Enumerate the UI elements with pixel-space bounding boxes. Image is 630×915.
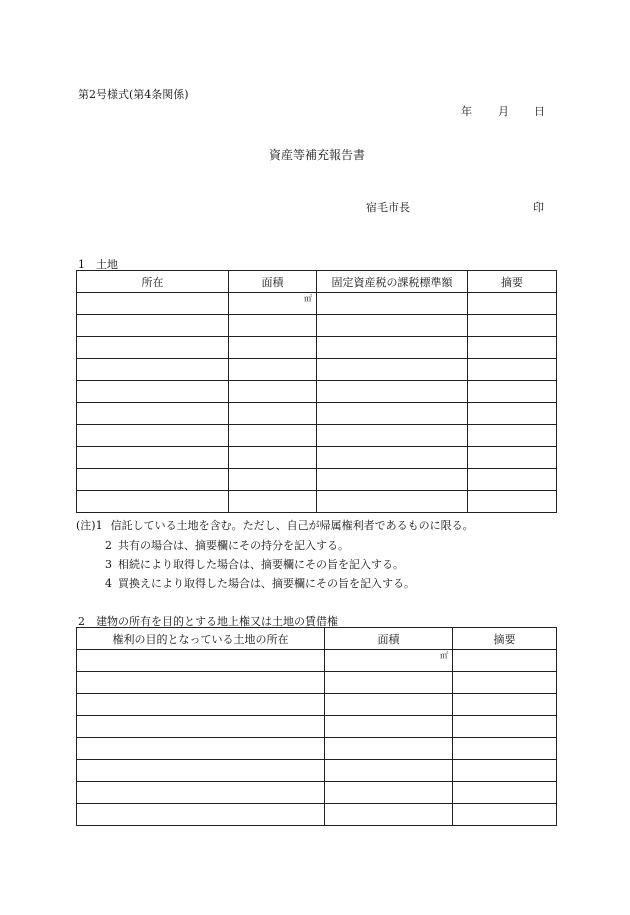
table-row [77, 694, 557, 716]
date-day-label: 日 [534, 105, 545, 118]
document-title: 資産等補充報告書 [269, 148, 366, 162]
table-row [77, 760, 557, 782]
seal-mark: 印 [533, 201, 544, 214]
note-number: 2 [105, 539, 112, 552]
land-cell-area[interactable] [229, 425, 317, 447]
land-cell-remarks[interactable] [468, 469, 557, 491]
land-cell-remarks[interactable] [468, 293, 557, 315]
addressee-name: 宿毛市長 [366, 201, 410, 214]
table-row [77, 381, 557, 403]
land-table-header-row [77, 271, 557, 293]
section1-heading: 1 土地 [78, 258, 118, 271]
date-month-label: 月 [498, 105, 509, 118]
lease-cell-area[interactable]: ㎡ [325, 650, 453, 672]
lease-cell-location[interactable] [77, 782, 325, 804]
lease-header-remarks: 摘要 [453, 628, 557, 650]
land-cell-area[interactable] [229, 469, 317, 491]
land-cell-tax-base[interactable] [317, 337, 468, 359]
table-row [77, 491, 557, 513]
land-cell-remarks[interactable] [468, 447, 557, 469]
lease-cell-remarks[interactable] [453, 672, 557, 694]
lease-cell-location[interactable] [77, 804, 325, 826]
note-text: 共有の場合は、摘要欄にその持分を記入する。 [118, 539, 349, 552]
land-cell-tax-base[interactable] [317, 293, 468, 315]
land-cell-area[interactable]: ㎡ [229, 293, 317, 315]
land-cell-area[interactable] [229, 381, 317, 403]
note-number: 4 [105, 577, 112, 590]
land-cell-tax-base[interactable] [317, 381, 468, 403]
land-cell-tax-base[interactable] [317, 359, 468, 381]
note-text: 買換えにより取得した場合は、摘要欄にその旨を記入する。 [118, 577, 415, 590]
land-cell-tax-base[interactable] [317, 447, 468, 469]
table-row [77, 716, 557, 738]
land-cell-remarks[interactable] [468, 403, 557, 425]
note-number: 3 [105, 558, 112, 571]
land-header-location: 所在 [77, 271, 229, 293]
table-row [77, 293, 557, 315]
land-cell-remarks[interactable] [468, 425, 557, 447]
note-text: 相続により取得した場合は、摘要欄にその旨を記入する。 [118, 558, 404, 571]
land-cell-remarks[interactable] [468, 337, 557, 359]
lease-table-header-row [77, 628, 557, 650]
table-row [77, 447, 557, 469]
land-cell-remarks[interactable] [468, 315, 557, 337]
form-label: 第2号様式(第4条関係) [78, 88, 189, 101]
table-row [77, 650, 557, 672]
land-cell-area[interactable] [229, 491, 317, 513]
land-cell-tax-base[interactable] [317, 491, 468, 513]
land-cell-area[interactable] [229, 403, 317, 425]
lease-cell-location[interactable] [77, 716, 325, 738]
land-cell-area[interactable] [229, 359, 317, 381]
table-row [77, 315, 557, 337]
note-line [78, 556, 404, 572]
land-cell-location[interactable] [77, 381, 229, 403]
land-cell-tax-base[interactable] [317, 315, 468, 337]
date-year-label: 年 [461, 105, 472, 118]
note-number: (注)1 [76, 519, 103, 532]
lease-cell-remarks[interactable] [453, 694, 557, 716]
lease-cell-location[interactable] [77, 694, 325, 716]
lease-cell-location[interactable] [77, 672, 325, 694]
land-cell-location[interactable] [77, 359, 229, 381]
lease-cell-area[interactable] [325, 716, 453, 738]
land-cell-area[interactable] [229, 447, 317, 469]
lease-cell-area[interactable] [325, 738, 453, 760]
lease-cell-area[interactable] [325, 694, 453, 716]
lease-cell-location[interactable] [77, 650, 325, 672]
lease-cell-location[interactable] [77, 738, 325, 760]
land-cell-location[interactable] [77, 337, 229, 359]
land-cell-location[interactable] [77, 293, 229, 315]
land-cell-remarks[interactable] [468, 359, 557, 381]
note-text: 信託している土地を含む。ただし、自己が帰属権利者であるものに限る。 [110, 519, 474, 532]
land-table [76, 270, 557, 513]
land-cell-location[interactable] [77, 491, 229, 513]
table-row [77, 782, 557, 804]
lease-cell-remarks[interactable] [453, 760, 557, 782]
land-cell-area[interactable] [229, 315, 317, 337]
section2-heading: 2 建物の所有を目的とする地上権又は土地の賃借権 [78, 615, 338, 628]
land-cell-remarks[interactable] [468, 491, 557, 513]
land-header-remarks: 摘要 [468, 271, 557, 293]
lease-cell-remarks[interactable] [453, 804, 557, 826]
land-cell-location[interactable] [77, 447, 229, 469]
lease-cell-remarks[interactable] [453, 650, 557, 672]
land-cell-tax-base[interactable] [317, 425, 468, 447]
lease-cell-area[interactable] [325, 760, 453, 782]
land-cell-area[interactable] [229, 337, 317, 359]
lease-cell-area[interactable] [325, 804, 453, 826]
land-cell-tax-base[interactable] [317, 469, 468, 491]
land-cell-location[interactable] [77, 469, 229, 491]
lease-cell-area[interactable] [325, 782, 453, 804]
note-line [76, 517, 474, 533]
note-line [78, 537, 349, 553]
land-cell-tax-base[interactable] [317, 403, 468, 425]
lease-cell-remarks[interactable] [453, 782, 557, 804]
table-row [77, 672, 557, 694]
table-row [77, 403, 557, 425]
table-row [77, 359, 557, 381]
note-line [78, 575, 415, 591]
table-row [77, 738, 557, 760]
table-row [77, 337, 557, 359]
land-cell-location[interactable] [77, 403, 229, 425]
table-row [77, 804, 557, 826]
lease-cell-location[interactable] [77, 760, 325, 782]
table-row [77, 425, 557, 447]
lease-cell-remarks[interactable] [453, 738, 557, 760]
lease-header-location: 権利の目的となっている土地の所在 [77, 628, 325, 650]
land-header-tax-base: 固定資産税の課税標準額 [317, 271, 468, 293]
lease-cell-area[interactable] [325, 672, 453, 694]
land-cell-location[interactable] [77, 425, 229, 447]
lease-header-area: 面積 [325, 628, 453, 650]
land-cell-location[interactable] [77, 315, 229, 337]
lease-cell-remarks[interactable] [453, 716, 557, 738]
lease-rights-table [76, 627, 557, 826]
table-row [77, 469, 557, 491]
land-cell-remarks[interactable] [468, 381, 557, 403]
land-header-area: 面積 [229, 271, 317, 293]
